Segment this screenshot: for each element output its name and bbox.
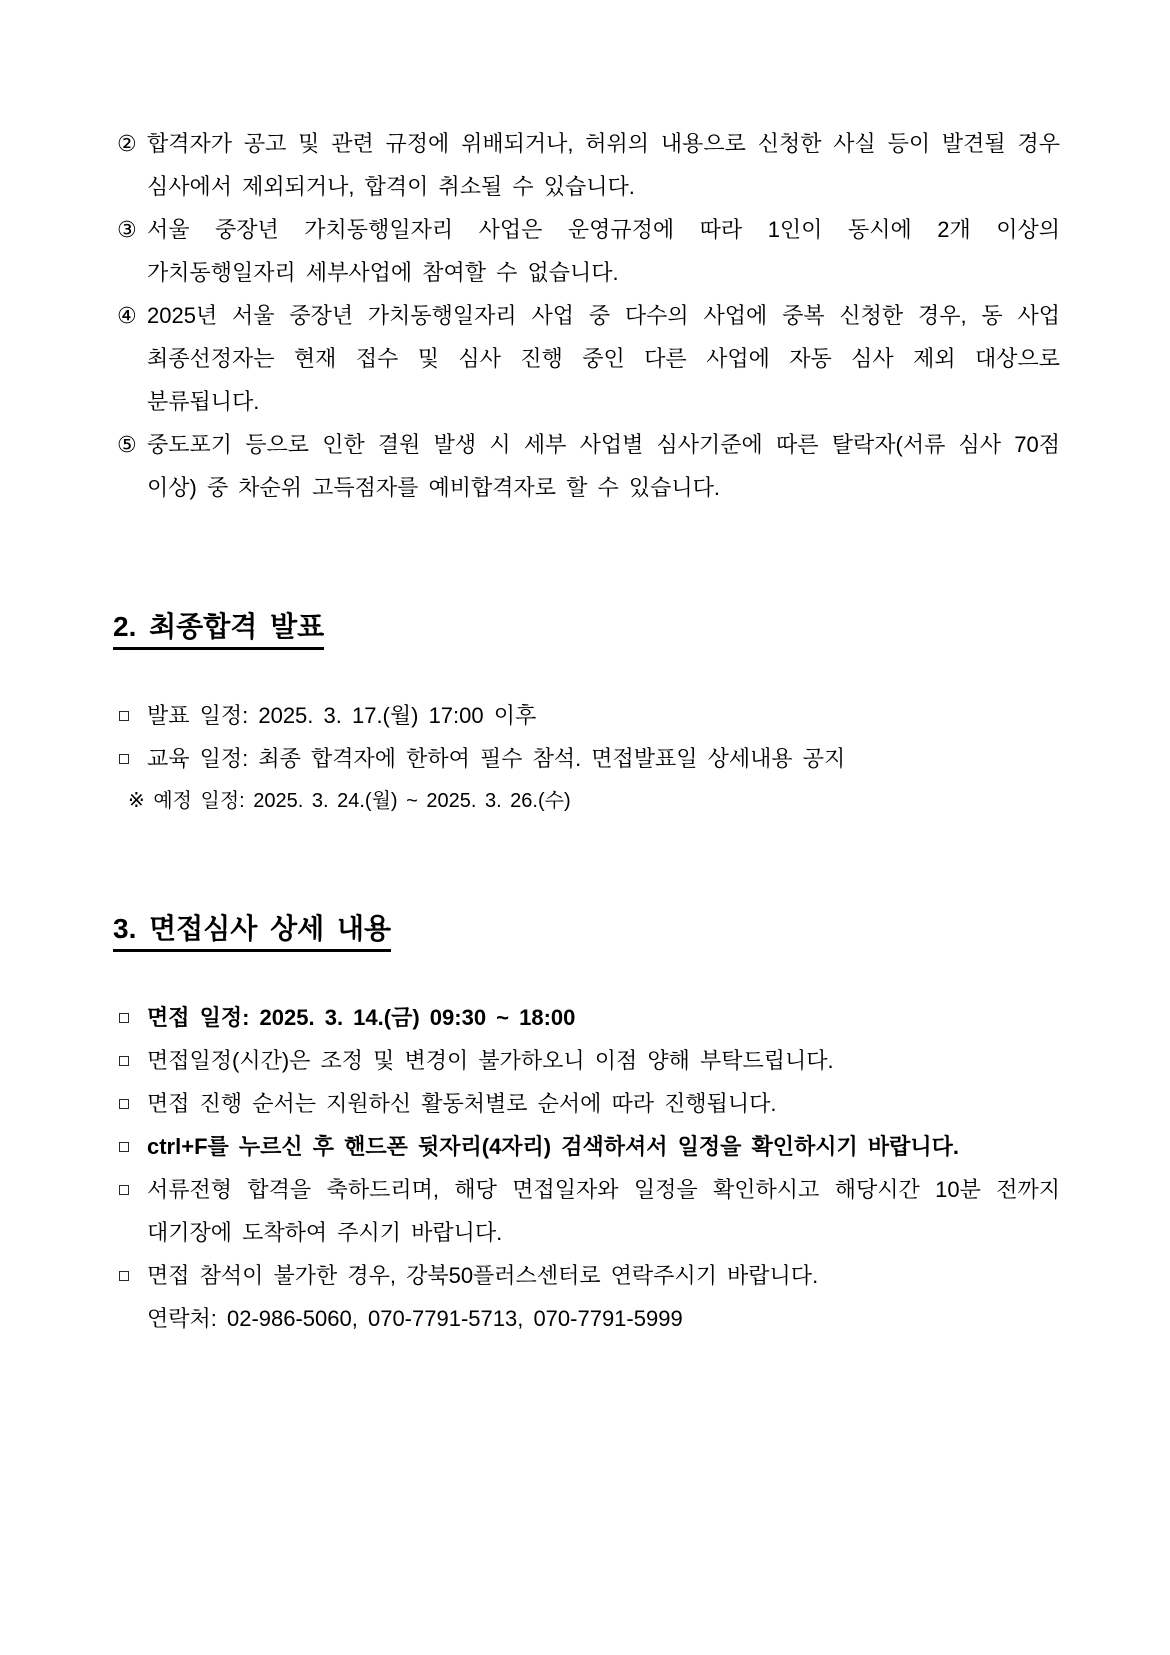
bullet-item-education-date xyxy=(113,737,1060,780)
notice-list xyxy=(113,122,1060,509)
bullet-text: 면접 진행 순서는 지원하신 활동처별로 순서에 따라 진행됩니다. xyxy=(147,1091,777,1116)
section-title-interview-details xyxy=(113,915,1060,952)
bullet-text: 발표 일정: 2025. 3. 17.(월) 17:00 이후 xyxy=(147,703,537,728)
notice-item-4 xyxy=(113,294,1060,423)
circled-number-5: ⑤ xyxy=(117,432,137,457)
circled-number-4: ④ xyxy=(117,303,137,328)
bullet-text: 교육 일정: 최종 합격자에 한하여 필수 참석. 면접발표일 상세내용 공지 xyxy=(147,746,846,771)
bullet-item-no-change xyxy=(113,1039,1060,1082)
contact-numbers: 연락처: 02-986-5060, 070-7791-5713, 070-7791-5999 xyxy=(147,1306,683,1331)
section-title-final-results xyxy=(113,613,1060,650)
circled-number-2: ② xyxy=(117,131,137,156)
bullet-text: 면접일정(시간)은 조정 및 변경이 불가하오니 이점 양해 부탁드립니다. xyxy=(147,1048,834,1073)
notice-item-5 xyxy=(113,423,1060,509)
bullet-item-arrival xyxy=(113,1168,1060,1254)
bullet-text: 면접 참석이 불가한 경우, 강북50플러스센터로 연락주시기 바랍니다. xyxy=(147,1263,819,1288)
square-bullet-icon xyxy=(119,1142,129,1152)
notice-item-3 xyxy=(113,208,1060,294)
square-bullet-icon xyxy=(119,1056,129,1066)
notice-text: 서울 중장년 가치동행일자리 사업은 운영규정에 따라 1인이 동시에 2개 이상의 가치동행일자리 세부사업에 참여할 수 없습니다. xyxy=(147,217,1060,285)
square-bullet-icon xyxy=(119,754,129,764)
bullet-item-announce-date xyxy=(113,694,1060,737)
notice-text: 중도포기 등으로 인한 결원 발생 시 세부 사업별 심사기준에 따른 탈락자(서류 심사 70점 이상) 중 차순위 고득점자를 예비합격자로 할 수 있습니다. xyxy=(147,432,1060,500)
section2-bullet-list xyxy=(113,694,1060,780)
circled-number-3: ③ xyxy=(117,217,137,242)
square-bullet-icon xyxy=(119,1013,129,1023)
bullet-item-interview-date xyxy=(113,996,1060,1039)
section-title-text: 3. 면접심사 상세 내용 xyxy=(113,915,391,952)
bullet-item-absence-contact xyxy=(113,1254,1060,1340)
bullet-item-ctrl-f-search xyxy=(113,1125,1060,1168)
bullet-item-order xyxy=(113,1082,1060,1125)
square-bullet-icon xyxy=(119,1099,129,1109)
bullet-text: ctrl+F를 누르신 후 핸드폰 뒷자리(4자리) 검색하셔서 일정을 확인하시기 바랍니다. xyxy=(147,1134,959,1159)
notice-item-2 xyxy=(113,122,1060,208)
section-title-text: 2. 최종합격 발표 xyxy=(113,613,324,650)
schedule-note: ※ 예정 일정: 2025. 3. 24.(월) ~ 2025. 3. 26.(수) xyxy=(128,790,571,812)
bullet-text: 서류전형 합격을 축하드리며, 해당 면접일자와 일정을 확인하시고 해당시간 10분 전까지 대기장에 도착하여 주시기 바랍니다. xyxy=(147,1177,1060,1245)
square-bullet-icon xyxy=(119,711,129,721)
section3-bullet-list xyxy=(113,996,1060,1340)
square-bullet-icon xyxy=(119,1271,129,1281)
square-bullet-icon xyxy=(119,1185,129,1195)
notice-text: 2025년 서울 중장년 가치동행일자리 사업 중 다수의 사업에 중복 신청한 경우, 동 사업 최종선정자는 현재 접수 및 심사 진행 중인 다른 사업에 자동 심사 제외 대상으로 분류됩니다. xyxy=(147,303,1060,414)
bullet-text: 면접 일정: 2025. 3. 14.(금) 09:30 ~ 18:00 xyxy=(147,1005,576,1030)
notice-text: 합격자가 공고 및 관련 규정에 위배되거나, 허위의 내용으로 신청한 사실 등이 발견될 경우 심사에서 제외되거나, 합격이 취소될 수 있습니다. xyxy=(147,131,1060,199)
